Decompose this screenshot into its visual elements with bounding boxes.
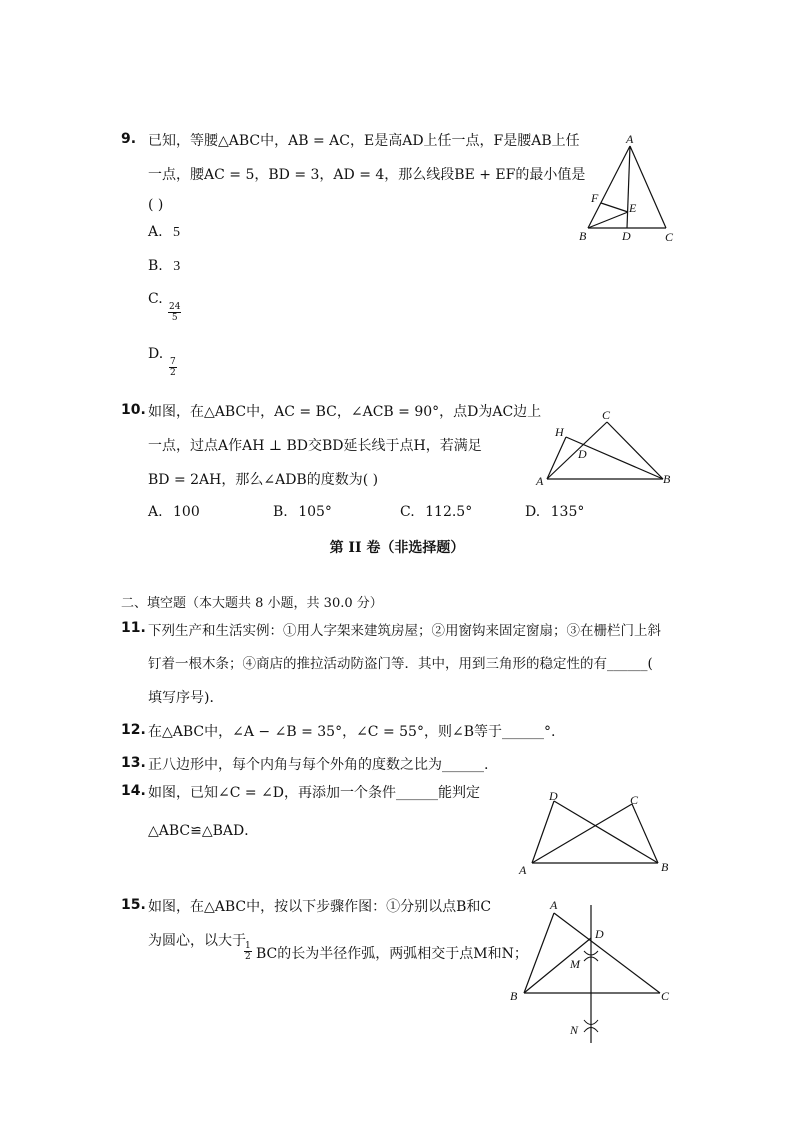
q9-option-b[interactable] [148, 258, 180, 275]
q14-label-b: B [661, 860, 669, 874]
q11-number: 11. [121, 620, 146, 636]
q15-label-c: C [661, 989, 670, 1003]
q15-label-n: N [570, 1023, 579, 1037]
option-text: 100 [173, 504, 200, 520]
q9-stem-line3: ( ) [148, 197, 164, 213]
q9-label-b: B [579, 229, 587, 243]
q10-stem-line2: 一点，过点A作AH ⊥ BD交BD延长线于点H，若满足 [148, 438, 482, 454]
q10-stem-line3: BD = 2AH，那么∠ADB的度数为( ) [148, 472, 379, 488]
option-text: 135° [550, 504, 585, 520]
option-label: A. [148, 224, 163, 240]
q10-stem-line1: 如图，在△ABC中，AC = BC，∠ACB = 90°，点D为AC边上 [148, 404, 542, 420]
q15-label-b: B [510, 989, 518, 1003]
q9-stem-line1: 已知，等腰△ABC中，AB = AC，E是高AD上任一点，F是腰AB上任 [148, 133, 580, 149]
q14-label-c: C [630, 793, 639, 807]
q9-option-a[interactable] [148, 224, 180, 241]
option-text: 112.5° [425, 504, 473, 520]
q14-figure [512, 787, 682, 877]
q9-option-c[interactable] [148, 291, 163, 307]
q9-label-e: E [629, 201, 637, 215]
part2-title: 第 II 卷（非选择题） [329, 540, 465, 556]
q11-line1: 下列生产和生活实例：①用人字架来建筑房屋；②用窗钩来固定窗扇；③在栅栏门上斜 [148, 623, 661, 639]
q15-figure [505, 893, 685, 1053]
q10-label-h: H [555, 425, 564, 439]
q15-label-m: M [570, 957, 580, 971]
q14-line1: 如图，已知∠C = ∠D，再添加一个条件______能判定 [148, 785, 481, 801]
q11-line3: 填写序号)． [148, 690, 224, 706]
q9-label-d: D [622, 229, 631, 243]
q10-label-a: A [536, 474, 544, 488]
option-label: C. [148, 291, 163, 307]
q15-fraction: $\frac{1}{2}$ [245, 941, 251, 962]
option-label: D. [525, 504, 541, 520]
q9-number: 9. [121, 131, 137, 147]
q12-number: 12. [121, 722, 146, 738]
q9-option-d[interactable] [148, 346, 163, 362]
q10-option-c[interactable] [400, 504, 472, 520]
q13-number: 13. [121, 755, 146, 771]
q10-option-d[interactable] [525, 504, 584, 520]
q11-line2: 钉着一根木条；④商店的推拉活动防盗门等．其中，用到三角形的稳定性的有______( [148, 656, 653, 672]
q14-line2: △ABC≌△BAD． [148, 823, 259, 839]
option-text: 5 [173, 225, 181, 240]
option-text: 3 [173, 259, 181, 274]
option-label: B. [148, 258, 163, 274]
q9-option-c-fraction: $\frac{24}{5}$ [169, 302, 181, 323]
q15-label-a: A [550, 898, 558, 912]
q15-label-d: D [595, 927, 604, 941]
q10-label-d: D [578, 447, 587, 461]
q15-line2-pre: 为圆心，以大于 [148, 933, 246, 949]
q14-label-d: D [549, 789, 558, 803]
q9-option-d-fraction: $\frac{7}{2}$ [170, 357, 176, 378]
q10-label-c: C [602, 408, 611, 422]
q10-figure [530, 403, 678, 493]
q14-number: 14. [121, 783, 146, 799]
option-label: A. [148, 504, 163, 520]
q10-option-b[interactable] [273, 504, 332, 520]
q10-label-b: B [663, 472, 671, 486]
q15-line2-post: BC的长为半径作弧，两弧相交于点M和N； [256, 946, 528, 962]
q10-option-a[interactable] [148, 504, 200, 520]
q9-label-a: A [626, 132, 634, 146]
q13-text: 正八边形中，每个内角与每个外角的度数之比为______. [148, 757, 489, 773]
q15-number: 15. [121, 897, 146, 913]
option-label: C. [400, 504, 415, 520]
section2-header: 二、填空题（本大题共 8 小题，共 30.0 分） [121, 596, 383, 611]
q10-number: 10. [121, 402, 146, 418]
q15-line1: 如图，在△ABC中，按以下步骤作图：①分别以点B和C [148, 899, 492, 915]
q12-text: 在△ABC中，∠A − ∠B = 35°，∠C = 55°，则∠B等于______°. [148, 724, 556, 740]
option-label: D. [148, 346, 164, 362]
q9-label-c: C [665, 230, 674, 244]
q9-figure [575, 132, 685, 247]
option-label: B. [273, 504, 288, 520]
q14-label-a: A [519, 863, 527, 877]
option-text: 105° [298, 504, 332, 520]
q9-stem-line2: 一点，腰AC = 5，BD = 3，AD = 4，那么线段BE + EF的最小值是 [148, 167, 586, 183]
q9-label-f: F [591, 191, 599, 205]
